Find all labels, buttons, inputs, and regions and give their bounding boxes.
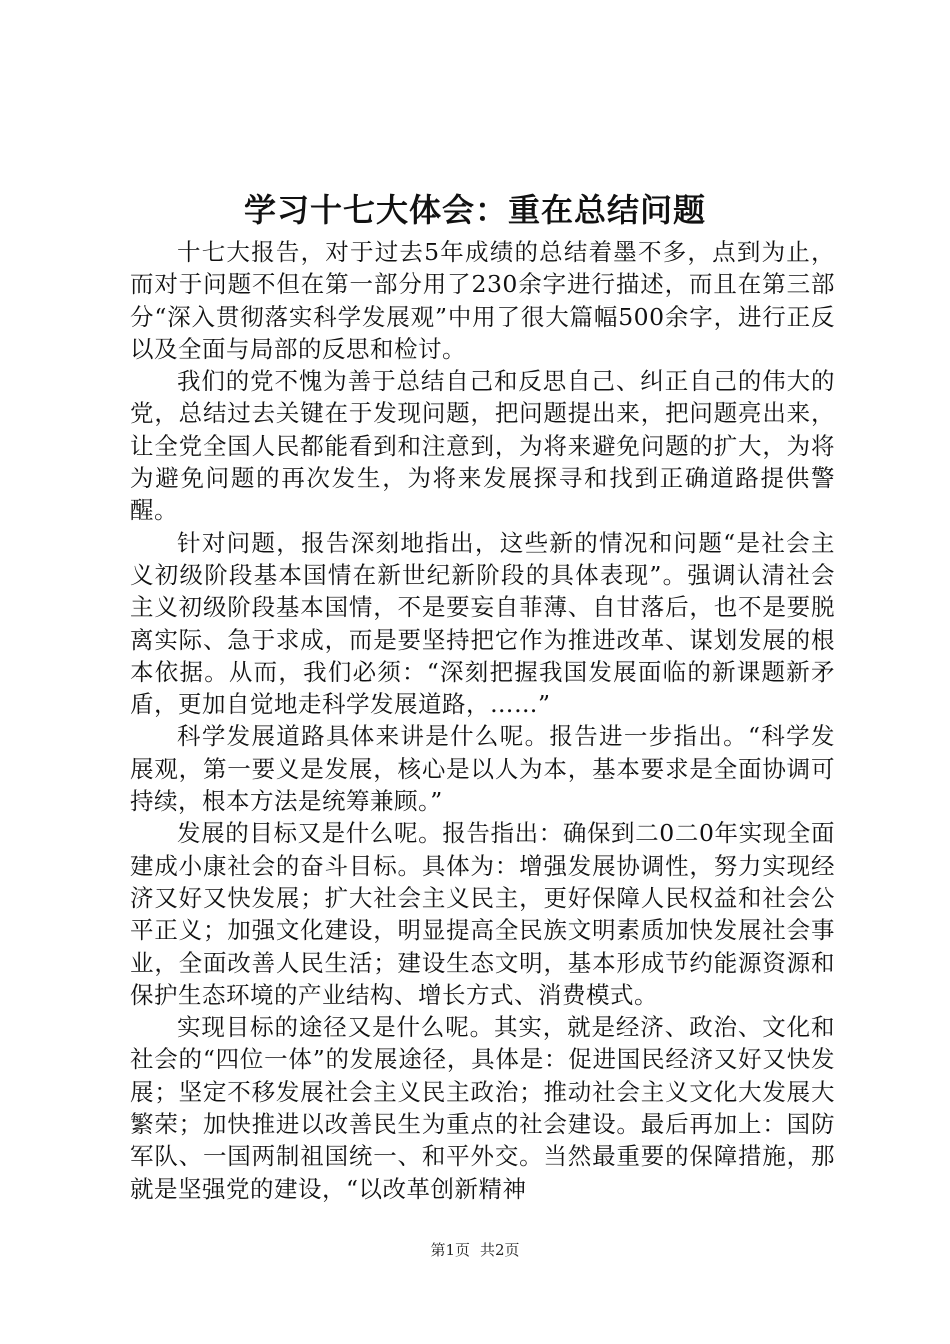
page-number-current: 第1页 (430, 1241, 470, 1259)
page-footer (0, 1240, 950, 1260)
paragraph-6: 实现目标的途径又是什么呢。其实，就是经济、政治、文化和社会的“四位一体”的发展途径，具体是：促进国民经济又好又快发展；坚定不移发展社会主义民主政治；推动社会主义文化大发展大繁荣；加快推进以改善民生为重点的社会建设。最后再加上：国防军队、一国两制祖国统一、和平外交。当然最重要的保障措施，那就是坚强党的建设，“以改革创新精神 (130, 1013, 835, 1203)
paragraph-5: 发展的目标又是什么呢。报告指出：确保到二0二0年实现全面建成小康社会的奋斗目标。具体为：增强发展协调性，努力实现经济又好又快发展；扩大社会主义民主，更好保障人民权益和社会公平正义；加强文化建设，明显提高全民族文明素质加快发展社会事业，全面改善人民生活；建设生态文明，基本形成节约能源资源和保护生态环境的产业结构、增长方式、消费模式。 (130, 819, 835, 1009)
paragraph-2: 我们的党不愧为善于总结自己和反思自己、纠正自己的伟大的党，总结过去关键在于发现问题，把问题提出来，把问题亮出来，让全党全国人民都能看到和注意到，为将来避免问题的扩大，为将为避免问题的再次发生，为将来发展探寻和找到正确道路提供警醒。 (130, 367, 835, 525)
paragraph-4: 科学发展道路具体来讲是什么呢。报告进一步指出。“科学发展观，第一要义是发展，核心是以人为本，基本要求是全面协调可持续，根本方法是统筹兼顾。” (130, 722, 835, 816)
document-title: 学习十七大体会：重在总结问题 (243, 191, 706, 229)
document-body (130, 236, 835, 1205)
paragraph-1: 十七大报告，对于过去5年成绩的总结着墨不多，点到为止，而对于问题不但在第一部分用了230余字进行描述，而且在第三部分“深入贯彻落实科学发展观”中用了很大篇幅500余字，进行正反以及全面与局部的反思和检讨。 (130, 238, 835, 363)
paragraph-3: 针对问题，报告深刻地指出，这些新的情况和问题“是社会主义初级阶段基本国情在新世纪新阶段的具体表现”。强调认清社会主义初级阶段基本国情，不是要妄自菲薄、自甘落后，也不是要脱离实际、急于求成，而是要坚持把它作为推进改革、谋划发展的根本依据。从而，我们必须：“深刻把握我国发展面临的新课题新矛盾，更加自觉地走科学发展道路，……” (130, 528, 835, 719)
page-number-total: 共2页 (480, 1241, 520, 1259)
